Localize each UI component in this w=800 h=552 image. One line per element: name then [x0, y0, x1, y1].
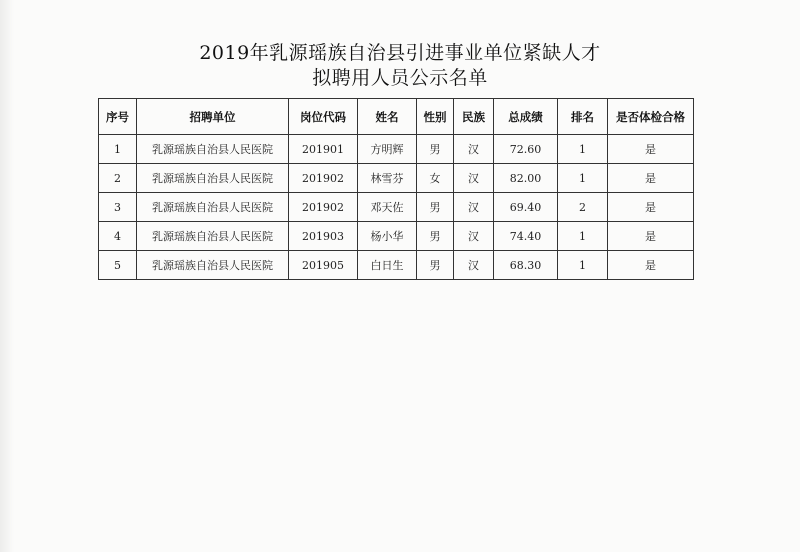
table-row	[99, 164, 694, 193]
table-header-row	[99, 99, 694, 135]
cell-position-code: 201902	[289, 193, 358, 222]
table-row	[99, 193, 694, 222]
cell-seq: 4	[99, 222, 137, 251]
document-title-line-2: 拟聘用人员公示名单	[312, 67, 488, 89]
cell-ethnicity: 汉	[454, 135, 494, 164]
cell-gender: 女	[417, 164, 454, 193]
cell-medical-passed: 是	[608, 164, 694, 193]
table-row	[99, 135, 694, 164]
cell-name: 白日生	[358, 251, 417, 280]
cell-position-code: 201902	[289, 164, 358, 193]
cell-rank: 1	[558, 164, 608, 193]
cell-name: 杨小华	[358, 222, 417, 251]
cell-medical-passed: 是	[608, 251, 694, 280]
cell-name: 方明辉	[358, 135, 417, 164]
cell-gender: 男	[417, 222, 454, 251]
cell-recruiting-unit: 乳源瑶族自治县人民医院	[137, 135, 289, 164]
cell-recruiting-unit: 乳源瑶族自治县人民医院	[137, 251, 289, 280]
cell-position-code: 201905	[289, 251, 358, 280]
cell-recruiting-unit: 乳源瑶族自治县人民医院	[137, 164, 289, 193]
cell-total-score: 74.40	[494, 222, 558, 251]
cell-recruiting-unit: 乳源瑶族自治县人民医院	[137, 193, 289, 222]
cell-rank: 1	[558, 135, 608, 164]
cell-gender: 男	[417, 193, 454, 222]
candidate-roster-table	[98, 98, 694, 280]
cell-ethnicity: 汉	[454, 251, 494, 280]
cell-total-score: 69.40	[494, 193, 558, 222]
header-seq: 序号	[99, 99, 137, 135]
cell-ethnicity: 汉	[454, 164, 494, 193]
cell-total-score: 72.60	[494, 135, 558, 164]
cell-gender: 男	[417, 135, 454, 164]
cell-gender: 男	[417, 251, 454, 280]
cell-ethnicity: 汉	[454, 193, 494, 222]
header-ethnicity: 民族	[454, 99, 494, 135]
cell-total-score: 82.00	[494, 164, 558, 193]
header-rank: 排名	[558, 99, 608, 135]
cell-ethnicity: 汉	[454, 222, 494, 251]
header-position-code: 岗位代码	[289, 99, 358, 135]
cell-name: 邓天佐	[358, 193, 417, 222]
cell-seq: 5	[99, 251, 137, 280]
cell-medical-passed: 是	[608, 135, 694, 164]
cell-recruiting-unit: 乳源瑶族自治县人民医院	[137, 222, 289, 251]
table-row	[99, 251, 694, 280]
cell-medical-passed: 是	[608, 222, 694, 251]
cell-position-code: 201903	[289, 222, 358, 251]
cell-name: 林雪芬	[358, 164, 417, 193]
cell-rank: 2	[558, 193, 608, 222]
header-gender: 性别	[417, 99, 454, 135]
cell-seq: 1	[99, 135, 137, 164]
cell-rank: 1	[558, 222, 608, 251]
header-name: 姓名	[358, 99, 417, 135]
cell-seq: 3	[99, 193, 137, 222]
header-total-score: 总成绩	[494, 99, 558, 135]
table-row	[99, 222, 694, 251]
header-medical-passed: 是否体检合格	[608, 99, 694, 135]
cell-total-score: 68.30	[494, 251, 558, 280]
header-recruiting-unit: 招聘单位	[137, 99, 289, 135]
cell-medical-passed: 是	[608, 193, 694, 222]
cell-rank: 1	[558, 251, 608, 280]
cell-seq: 2	[99, 164, 137, 193]
document-title-line-1: 2019年乳源瑶族自治县引进事业单位紧缺人才	[199, 42, 601, 64]
cell-position-code: 201901	[289, 135, 358, 164]
